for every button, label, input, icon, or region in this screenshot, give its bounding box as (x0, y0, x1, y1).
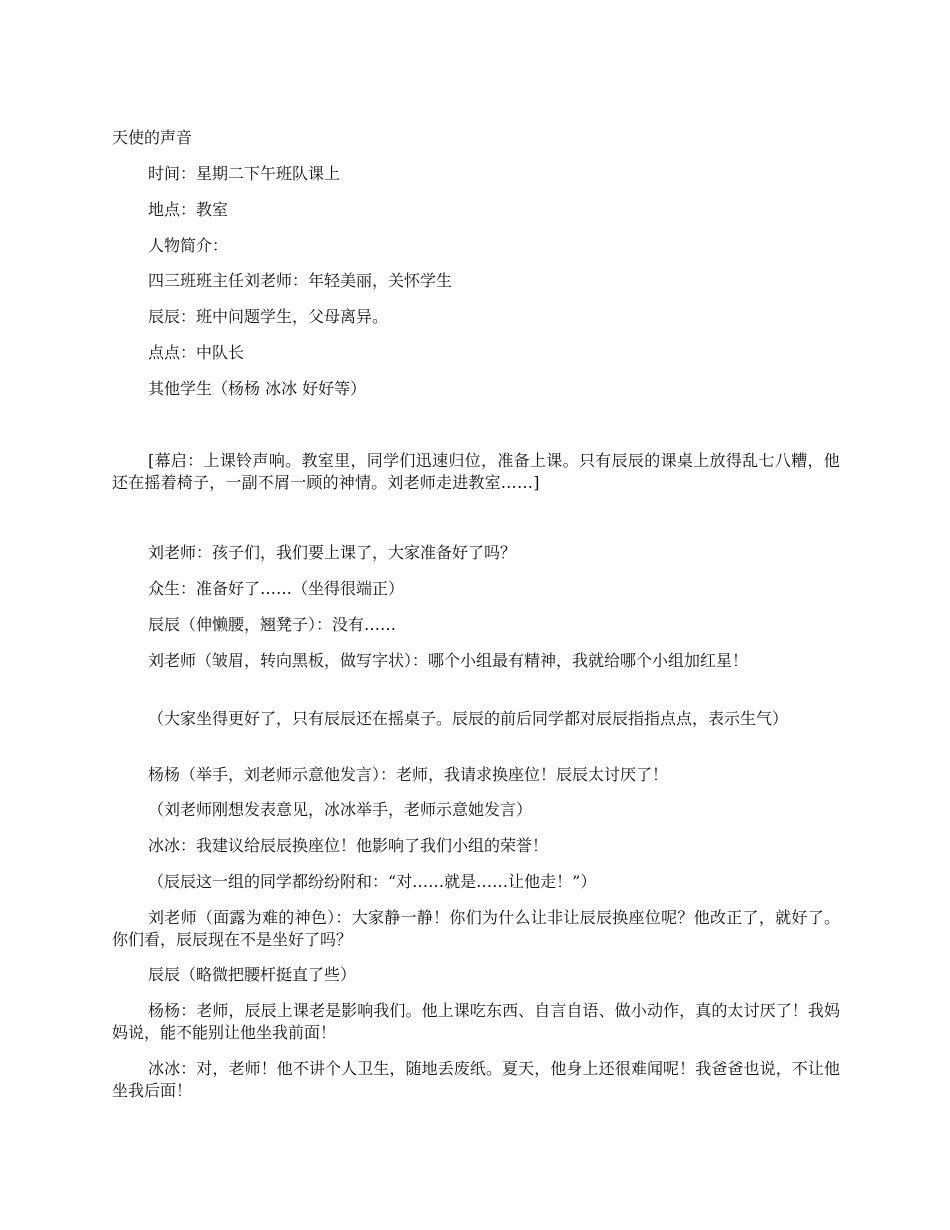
dialogue-line: 辰辰（伸懒腰，翘凳子）：没有…… (148, 615, 397, 634)
dialogue-line: （刘老师刚想发表意见，冰冰举手，老师示意她发言） (148, 800, 533, 819)
meta-character-chenchen: 辰辰：班中问题学生，父母离异。 (148, 307, 389, 326)
dialogue-line: 众生：准备好了……（坐得很端正） (148, 579, 405, 598)
dialogue-line: 杨杨：老师，辰辰上课老是影响我们。他上课吃东西、自言自语、做小动作，真的太讨厌了！我妈妈说，能不能别让他坐我前面！ (112, 1001, 840, 1042)
dialogue-line: 刘老师（面露为难的神色）：大家静一静！你们为什么让非让辰辰换座位呢？他改正了，就好了。你们看，辰辰现在不是坐好了吗？ (112, 908, 840, 949)
dialogue-line: 辰辰（略微把腰杆挺直了些） (148, 965, 357, 984)
dialogue-line: （辰辰这一组的同学都纷纷附和：“对……就是……让他走！”） (148, 872, 597, 891)
meta-character-others: 其他学生（杨杨 冰冰 好好等） (148, 379, 367, 398)
dialogue-line: 冰冰：我建议给辰辰换座位！他影响了我们小组的荣誉！ (148, 836, 549, 855)
meta-time: 时间：星期二下午班队课上 (148, 164, 341, 183)
document-title: 天使的声音 (112, 128, 193, 147)
dialogue-line: 杨杨（举手，刘老师示意他发言）：老师，我请求换座位！辰辰太讨厌了！ (148, 765, 669, 784)
dialogue-line: 刘老师（皱眉，转向黑板，做写字状）：哪个小组最有精神，我就给哪个小组加红星！ (148, 651, 749, 670)
dialogue-line: 冰冰：对，老师！他不讲个人卫生，随地丢废纸。夏天，他身上还很难闻呢！我爸爸也说，不让他坐我后面！ (112, 1059, 840, 1100)
meta-character-teacher: 四三班班主任刘老师：年轻美丽，关怀学生 (148, 271, 453, 290)
dialogue-line: 刘老师：孩子们，我们要上课了，大家准备好了吗？ (148, 543, 517, 562)
meta-characters-heading: 人物简介： (148, 236, 229, 255)
meta-place: 地点：教室 (148, 200, 229, 219)
meta-character-diandian: 点点：中队长 (148, 343, 245, 362)
dialogue-line: （大家坐得更好了，只有辰辰还在摇桌子。辰辰的前后同学都对辰辰指指点点，表示生气） (148, 709, 789, 728)
stage-direction: [幕启：上课铃声响。教室里，同学们迅速归位，准备上课。只有辰辰的课桌上放得乱七八糟，他还在摇着椅子，一副不屑一顾的神情。刘老师走进教室……] (112, 451, 840, 492)
